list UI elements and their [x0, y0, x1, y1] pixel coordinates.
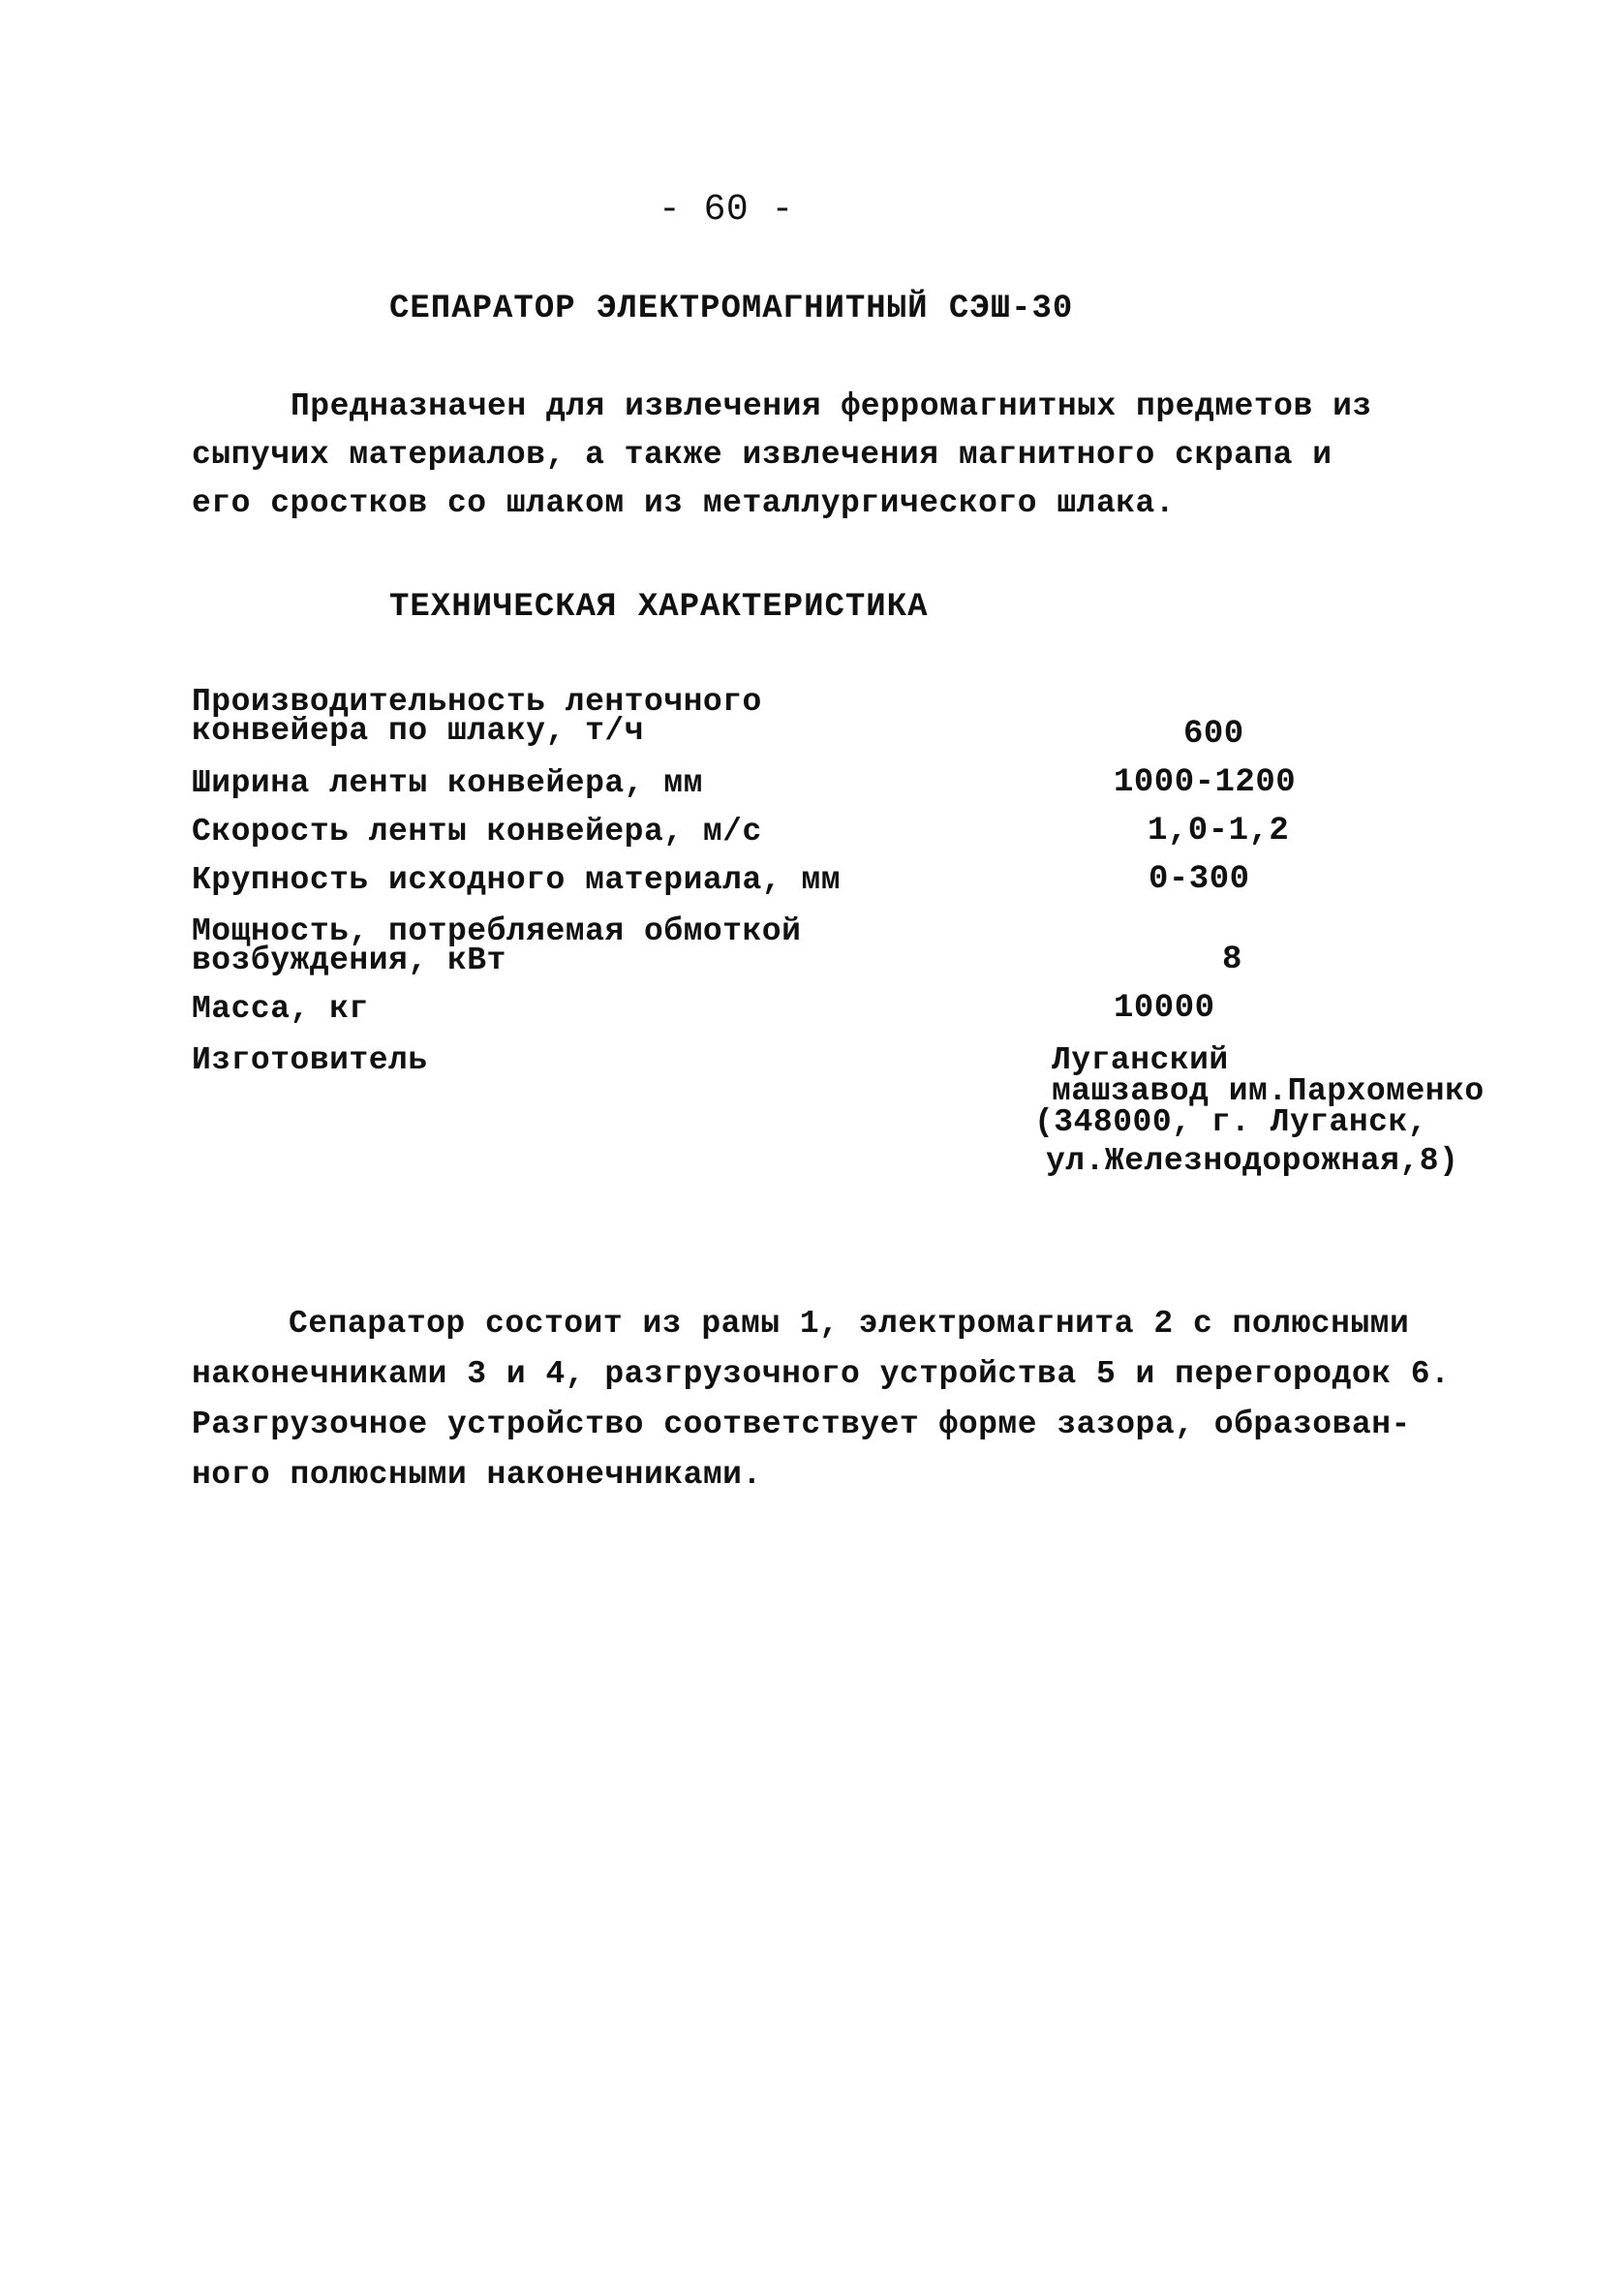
spec-value: 1,0-1,2 [1148, 813, 1290, 850]
description-line-1: Сепаратор состоит из рамы 1, электромагнита 2 с полюсными [289, 1306, 1410, 1342]
spec-label: Крупность исходного материала, мм [192, 862, 842, 898]
specs-heading: ТЕХНИЧЕСКАЯ ХАРАКТЕРИСТИКА [389, 589, 929, 626]
spec-label: Мощность, потребляемая обмоткой [192, 913, 802, 949]
spec-value: 0-300 [1149, 861, 1250, 898]
manufacturer-line: (348000, г. Луганск, [1034, 1104, 1428, 1140]
spec-label: Масса, кг [192, 991, 369, 1027]
spec-label: Производительность ленточного [192, 684, 762, 720]
spec-value: 600 [1183, 716, 1244, 753]
intro-line-2: сыпучих материалов, а также извлечения магнитного скрапа и [192, 437, 1333, 473]
spec-label: возбуждения, кВт [192, 943, 506, 978]
spec-value: 8 [1222, 942, 1242, 978]
intro-line-3: его сростков со шлаком из металлургического шлака. [192, 485, 1176, 521]
description-line-3: Разгрузочное устройство соответствует форме зазора, образован- [192, 1407, 1411, 1442]
page-number: - 60 - [659, 189, 794, 231]
spec-value: 10000 [1114, 990, 1215, 1027]
spec-label: Скорость ленты конвейера, м/с [192, 814, 762, 850]
manufacturer-line: машзавод им.Пархоменко [1052, 1073, 1485, 1109]
manufacturer-line: ул.Железнодорожная,8) [1046, 1143, 1459, 1179]
description-line-2: наконечниками 3 и 4, разгрузочного устройства 5 и перегородок 6. [192, 1356, 1451, 1392]
spec-label: Изготовитель [192, 1042, 428, 1078]
spec-value: 1000-1200 [1114, 764, 1297, 801]
intro-line-1: Предназначен для извлечения ферромагнитных предметов из [291, 388, 1372, 424]
spec-label: конвейера по шлаку, т/ч [192, 713, 644, 749]
manufacturer-line: Луганский [1052, 1042, 1229, 1078]
document-title: СЕПАРАТОР ЭЛЕКТРОМАГНИТНЫЙ СЭШ-30 [389, 291, 1074, 327]
description-line-4: ного полюсными наконечниками. [192, 1457, 762, 1493]
spec-label: Ширина ленты конвейера, мм [192, 765, 703, 801]
